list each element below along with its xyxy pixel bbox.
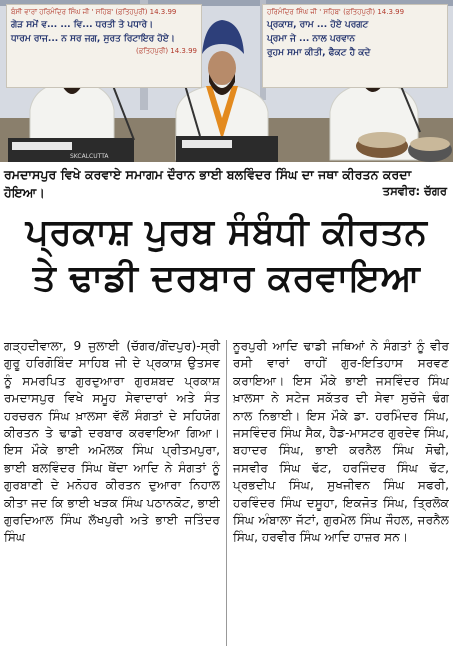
harmonium-center — [176, 136, 278, 162]
banner-right-line: ਹਰਿਮੰਦਿਰ ਸਿੰਘ ਜੀ ' ਸਹਿਬ' (ਫ਼ਤਿਹਪੁਰੀ) 14.3.99 — [267, 8, 405, 16]
banner-right — [262, 4, 448, 88]
svg-text:SKCALCUTTA: SKCALCUTTA — [70, 153, 109, 160]
banner-left-line: ਗੇੜ ਸਮੇਂ ਵ... ... ਵਿ... ਧਰਤੀ ਤੇ ਪਧਾਰੇ। — [11, 20, 154, 30]
article-paragraph: ਗੜ੍ਹਦੀਵਾਲਾ, 9 ਜੁਲਾਈ (ਚੱਗਰ/ਗੋਂਦਪੁਰ)-ਸ੍ਰੀ ਗੁਰੂ ਹਰਿਗੋਬਿੰਦ ਸਾਹਿਬ ਜੀ ਦੇ ਪ੍ਰਕਾਸ਼ ਉਤਸਵ ਨੂੰ ਸਮਰਪਿਤ ਗੁਰਦੁਆਰਾ ਗੁਰਸ਼ਬਦ ਪ੍ਰਕਾਸ਼ ਰਮਦਾਸਪੁਰ ਵਿਖੇ ਸਮੂਹ ਸੇਵਾਦਾਰਾਂ ਅਤੇ ਸੰਤ ਹਰਚਰਨ ਸਿੰਘ ਖ਼ਾਲਸਾ ਵੱਲੋਂ ਸੰਗਤਾਂ ਦੇ ਸਹਿਯੋਗ ਕੀਰਤਨ ਤੇ ਢਾਡੀ ਦਰਬਾਰ ਕਰਵਾਇਆ ਗਿਆ। ਇਸ ਮੌਕੇ ਭਾਈ ਅਮੋਲਕ ਸਿੰਘ ਪ੍ਰੀਤਮਪੁਰਾ, ਭਾਈ ਬਲਵਿੰਦਰ ਸਿੰਘ ਥੇਂਦਾ ਆਦਿ ਨੇ ਸੰਗਤਾਂ ਨੂੰ ਗੁਰਬਾਣੀ ਦੇ ਮਨੋਹਰ ਕੀਰਤਨ ਦੁਆਰਾ ਨਿਹਾਲ ਕੀਤਾ ਜਦ ਕਿ ਭਾਈ ਖੜਕ ਸਿੰਘ ਪਠਾਨਕੋਟ, ਭਾਈ ਗੁਰਦਿਆਲ ਸਿੰਘ ਲੱਖਪੁਰੀ ਅਤੇ ਭਾਈ ਜਤਿੰਦਰ ਸਿੰਘ — [4, 339, 220, 545]
headline-line-2: ਤੇ ਢਾਡੀ ਦਰਬਾਰ ਕਰਵਾਇਆ — [32, 258, 421, 299]
banner-left-line: ਬੰਸੀ ਵਾਰਾਂ ਹਰਿਮੰਦਿਰ ਸਿੰਘ ਜੀ ' ਸਹਿਬ' (ਫ਼ਤਿਹਪੁਰੀ) 14.3.99 — [11, 8, 177, 16]
article-body — [4, 338, 449, 652]
headline-line-1: ਪ੍ਰਕਾਸ਼ ਪੁਰਬ ਸੰਬੰਧੀ ਕੀਰਤਨ — [25, 212, 428, 253]
news-photo — [0, 0, 453, 162]
banner-left-line: ਧਾਰਮ ਰਾਜ... ਨ ਸਰ ਜਗ, ਸੁਰਤ ਰਿਟਾਇਰ ਹੋਏ। — [11, 34, 175, 44]
photo-caption: ਰਮਦਾਸਪੁਰ ਵਿਖੇ ਕਰਵਾਏ ਸਮਾਗਮ ਦੌਰਾਨ ਭਾਈ ਬਲਵਿੰਦਰ ਸਿੰਘ ਦਾ ਜਥਾ ਕੀਰਤਨ ਕਰਦਾ ਹੋਇਆ। — [4, 167, 412, 200]
article-column-right — [233, 338, 449, 547]
article-column-left — [4, 338, 220, 547]
banner-left — [6, 4, 202, 88]
banner-right-line: ਪ੍ਰਕਾਸ਼, ਰਾਮ ... ਹੋਏ ਪਰਗਟ — [267, 20, 369, 30]
banner-right-line: ਪ੍ਰਮਾ ਜੇ ... ਨਾਲ ਪਰਵਾਨ — [267, 34, 356, 44]
banner-right-line: ਰੁਹਮ ਸਮਾ ਕੀਤੀ, ਫੈਕਟ ਹੈ ਕਦੇ — [267, 48, 371, 58]
harmonium-left — [8, 138, 134, 162]
article-paragraph: ਨੂਰਪੁਰੀ ਆਦਿ ਢਾਡੀ ਜਥਿਆਂ ਨੇ ਸੰਗਤਾਂ ਨੂੰ ਵੀਰ ਰਸੀ ਵਾਰਾਂ ਰਾਹੀਂ ਗੁਰ-ਇਤਿਹਾਸ ਸਰਵਣ ਕਰਾਇਆ। ਇਸ ਮੌਕੇ ਭਾਈ ਜਸਵਿੰਦਰ ਸਿੰਘ ਖ਼ਾਲਸਾ ਨੇ ਸਟੇਜ ਸਕੱਤਰ ਦੀ ਸੇਵਾ ਸੁਚੱਜੇ ਢੰਗ ਨਾਲ ਨਿਭਾਈ। ਇਸ ਮੌਕੇ ਡਾ. ਹਰਮਿੰਦਰ ਸਿੰਘ, ਜਸਵਿੰਦਰ ਸਿੰਘ ਸੈਕ, ਹੈਡ-ਮਾਸਟਰ ਗੁਰਦੇਵ ਸਿੰਘ, ਬਹਾਦਰ ਸਿੰਘ, ਭਾਈ ਕਰਨੈਲ ਸਿੰਘ ਸੋਢੀ, ਜਸਵੀਰ ਸਿੰਘ ਢੱਟ, ਹਰਜਿੰਦਰ ਸਿੰਘ ਢੱਟ, ਪ੍ਰਭਦੀਪ ਸਿੰਘ, ਸੁਖਜੀਵਨ ਸਿੰਘ ਸਫਰੀ, ਹਰਵਿੰਦਰ ਸਿੰਘ ਦਸੂਹਾ, ਇਕਜੋਤ ਸਿੰਘ, ਤ੍ਰਿਲੋਕ ਸਿੰਘ ਅੰਬਾਲਾ ਜੱਟਾਂ, ਗੁਰਮੇਲ ਸਿੰਘ ਜੌਹਲ, ਜਰਨੈਲ ਸਿੰਘ, ਹਰਵੀਰ ਸਿੰਘ ਆਦਿ ਹਾਜ਼ਰ ਸਨ। — [233, 339, 449, 545]
column-divider — [226, 340, 227, 646]
photo-credit: ਤਸਵੀਰ: ਚੱਗਰ — [382, 184, 447, 198]
banner-left-line: (ਫ਼ਤਿਹਪੁਰੀ) 14.3.99 — [136, 47, 197, 55]
headline — [0, 210, 453, 302]
